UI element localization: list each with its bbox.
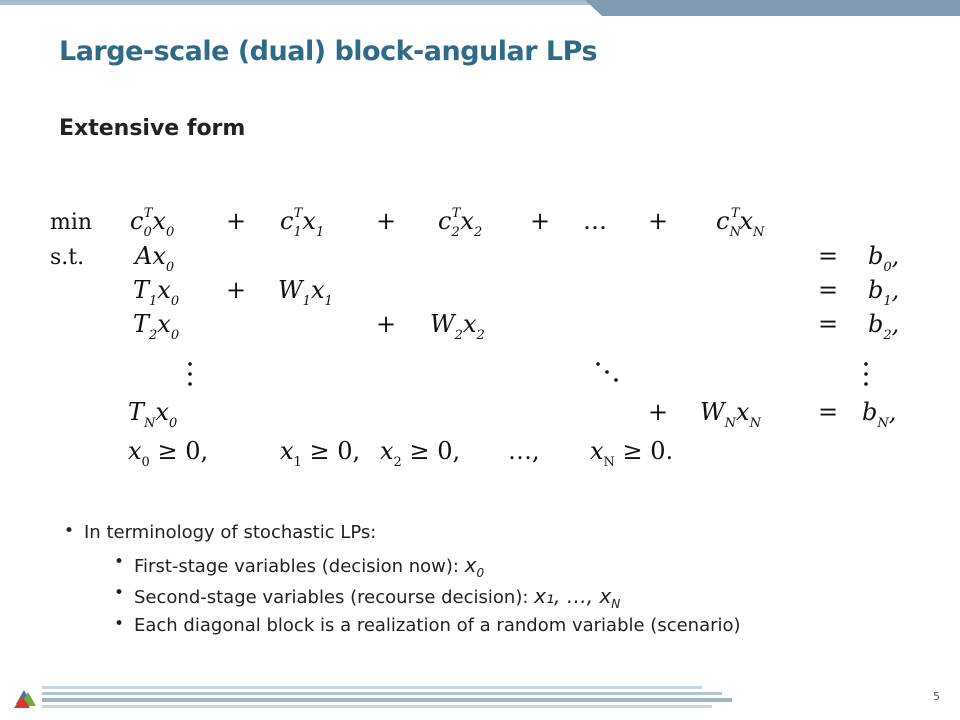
bullet-stochastic-terminology: • In terminology of stochastic LPs: <box>84 522 691 553</box>
constraint-row-N <box>128 398 896 431</box>
svg-text:+: + <box>648 398 669 426</box>
svg-text:c2Tx2: $c_2Tx_2$ <box>438 206 483 240</box>
svg-text:+: + <box>226 276 247 304</box>
svg-text:=: = <box>818 276 839 304</box>
slide-title: Large-scale (dual) block-angular LPs <box>59 36 598 67</box>
svg-text:+: + <box>376 207 397 235</box>
constraint-row-2 <box>133 310 899 343</box>
st-label: s.t. <box>50 245 85 270</box>
svg-text:xN ≥ 0.: $x_N \ge 0$. <box>590 437 674 470</box>
svg-text:b2,: $b_2$, <box>868 310 900 343</box>
svg-text:…,: …, <box>508 437 540 465</box>
svg-text:+: + <box>648 207 669 235</box>
ellipsis-dots <box>188 362 868 386</box>
svg-text:TNx0: $T_Nx_0$ <box>128 398 178 431</box>
footer-bar <box>0 672 960 720</box>
section-subtitle: Extensive form <box>59 116 246 141</box>
bullet-diagonal-block: • Each diagonal block is a realization of a random variable (scenario) <box>134 615 741 646</box>
svg-text:+: + <box>376 310 397 338</box>
bullet-list <box>62 522 741 646</box>
first-stage-variable: $x_0$ <box>464 553 485 580</box>
svg-text:cNTxN: $c_NTx_N$ <box>716 206 765 240</box>
svg-text:x1 ≥ 0,: $x_1 \ge 0$, <box>280 437 361 470</box>
svg-text:x0 ≥ 0,: $x_0 \ge 0$, <box>128 437 209 470</box>
svg-text:+: + <box>530 207 551 235</box>
second-stage-variables: x₁, …, $x_N$ <box>534 584 621 611</box>
svg-text:=: = <box>818 398 839 426</box>
logo-icon <box>14 690 36 708</box>
svg-text:+: + <box>226 207 247 235</box>
svg-text:x2 ≥ 0,: $x_2 \ge 0$, <box>380 437 461 470</box>
svg-text:b1,: $b_1$, <box>868 276 900 309</box>
svg-text:=: = <box>818 310 839 338</box>
svg-text:=: = <box>818 242 839 270</box>
bullet-second-stage: • Second-stage variables (recourse decision): x₁, …, $x_N$ <box>134 584 741 615</box>
svg-text:…: … <box>583 207 607 235</box>
page-number: 5 <box>933 690 940 703</box>
svg-text:Ax0: $Ax_0$ <box>135 242 175 275</box>
svg-text:b0,: $b_0$, <box>868 242 900 275</box>
svg-text:T2x0: $T_2x_0$ <box>133 310 180 343</box>
constraint-row-1 <box>133 276 899 309</box>
bullet-first-stage: • First-stage variables (decision now): $x_0$ <box>134 553 741 584</box>
min-label: min <box>50 210 93 235</box>
svg-text:c0Tx0: $c_0Tx_0$ <box>130 206 175 240</box>
svg-text:WNxN: $W_Nx_N$ <box>700 398 761 431</box>
constraint-row-0 <box>133 242 899 275</box>
svg-text:T1x0: $T_1x_0$ <box>133 276 180 309</box>
svg-text:W1x1: $W_1x_1$ <box>278 276 333 309</box>
objective-row <box>130 206 765 240</box>
nonnegativity-row <box>128 437 673 470</box>
svg-text:W2x2: $W_2x_2$ <box>430 310 485 343</box>
svg-text:c1Tx1: $c_1Tx_1$ <box>280 206 325 240</box>
svg-text:bN,: $b_N$, <box>862 398 897 431</box>
